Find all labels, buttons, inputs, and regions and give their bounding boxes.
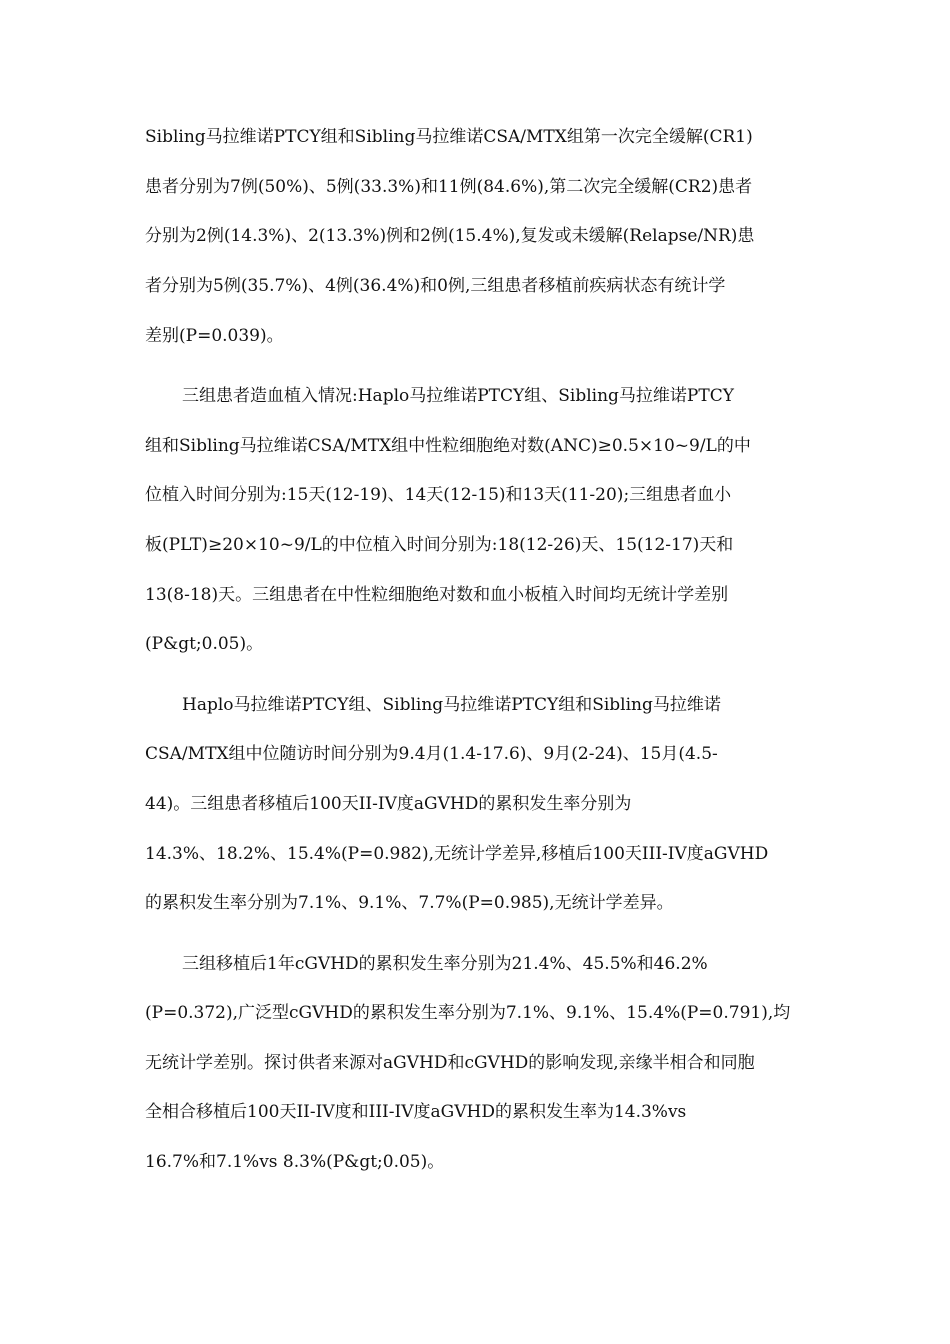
text-line: 44)。三组患者移植后100天II-IV度aGVHD的累积发生率分别为	[145, 794, 632, 814]
text-line: 13(8-18)天。三组患者在中性粒细胞绝对数和血小板植入时间均无统计学差别	[145, 585, 729, 605]
text-line: Haplo马拉维诺PTCY组、Sibling马拉维诺PTCY组和Sibling马拉维诺	[182, 695, 721, 715]
text-line: 三组移植后1年cGVHD的累积发生率分别为21.4%、45.5%和46.2%	[182, 954, 708, 974]
text-line: 的累积发生率分别为7.1%、9.1%、7.7%(P=0.985),无统计学差异。	[145, 893, 674, 913]
text-line: 组和Sibling马拉维诺CSA/MTX组中性粒细胞绝对数(ANC)≥0.5×10~9/L的中	[145, 436, 751, 456]
text-line: (P=0.372),广泛型cGVHD的累积发生率分别为7.1%、9.1%、15.4%(P=0.791),均	[145, 1003, 791, 1023]
text-line: 三组患者造血植入情况:Haplo马拉维诺PTCY组、Sibling马拉维诺PTCY	[182, 386, 734, 406]
text-line: 患者分别为7例(50%)、5例(33.3%)和11例(84.6%),第二次完全缓解(CR2)患者	[145, 177, 753, 197]
text-line: 位植入时间分别为:15天(12-19)、14天(12-15)和13天(11-20);三组患者血小	[145, 485, 732, 505]
text-line: 14.3%、18.2%、15.4%(P=0.982),无统计学差异,移植后100天III-IV度aGVHD	[145, 844, 769, 864]
text-line: 16.7%和7.1%vs 8.3%(P&gt;0.05)。	[145, 1152, 445, 1172]
text-line: 全相合移植后100天II-IV度和III-IV度aGVHD的累积发生率为14.3%vs	[145, 1102, 687, 1122]
text-line: Sibling马拉维诺PTCY组和Sibling马拉维诺CSA/MTX组第一次完全缓解(CR1)	[145, 127, 753, 147]
text-line: 板(PLT)≥20×10~9/L的中位植入时间分别为:18(12-26)天、15(12-17)天和	[145, 535, 734, 555]
text-line: 者分别为5例(35.7%)、4例(36.4%)和0例,三组患者移植前疾病状态有统计学	[145, 276, 726, 296]
text-line: 差别(P=0.039)。	[145, 326, 284, 346]
text-line: CSA/MTX组中位随访时间分别为9.4月(1.4-17.6)、9月(2-24)、15月(4.5-	[145, 744, 718, 764]
text-line: (P&gt;0.05)。	[145, 634, 264, 654]
text-line: 无统计学差别。探讨供者来源对aGVHD和cGVHD的影响发现,亲缘半相合和同胞	[145, 1053, 755, 1073]
text-line: 分别为2例(14.3%)、2(13.3%)例和2例(15.4%),复发或未缓解(Relapse/NR)患	[145, 226, 755, 246]
